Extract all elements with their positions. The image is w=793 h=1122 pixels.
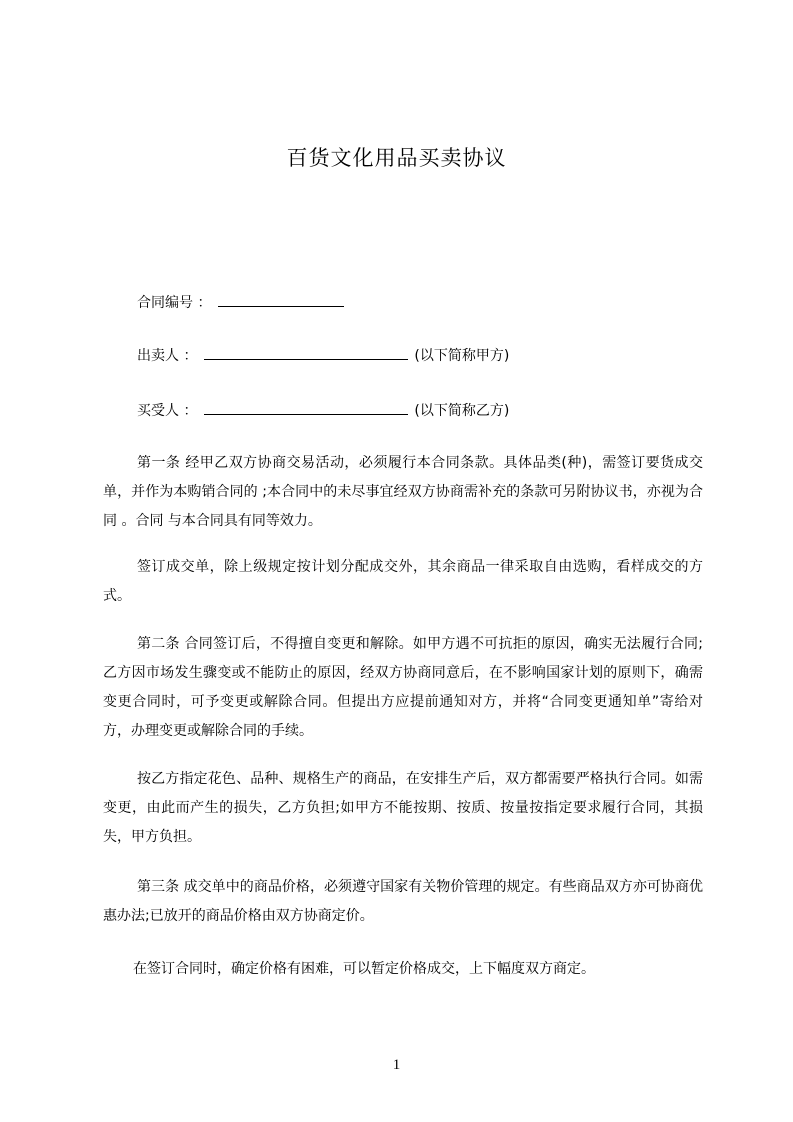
buyer-blank[interactable] [204, 399, 408, 415]
paragraph-specified-goods: 按乙方指定花色、品种、规格生产的商品，在安排生产后，双方都需要严格执行合同。如需变更，由此而产生的损失，乙方负担;如甲方不能按期、按质、按量按指定要求履行合同，其损失，甲方负担。 [103, 771, 703, 845]
paragraph-provisional-price: 在签订合同时，确定价格有困难，可以暂定价格成交，上下幅度双方商定。 [133, 961, 595, 977]
buyer-label: 买受人 ： [137, 403, 198, 419]
paragraph-order-method: 签订成交单，除上级规定按计划分配成交外，其余商品一律采取自由选购，看样成交的方式。 [103, 559, 703, 604]
contract-number-field [137, 291, 346, 313]
page-number: 1 [392, 1057, 401, 1073]
seller-label: 出卖人 ： [137, 348, 198, 364]
seller-field [137, 344, 509, 366]
paragraph-article-1: 第一条 经甲乙双方协商交易活动，必须履行本合同条款。具体品类(种)，需签订要货成交单，并作为本购销合同的 ;本合同中的未尽事宜经双方协商需补充的条款可另附协议书，亦视为合同 。合同 与本合同具有同等效力。 [103, 455, 703, 529]
seller-blank[interactable] [204, 344, 408, 360]
seller-suffix: (以下简称甲方) [414, 348, 510, 364]
document-title: 百货文化用品买卖协议 [286, 146, 507, 170]
contract-number-label: 合同编号 ： [137, 295, 212, 311]
contract-number-blank[interactable] [218, 291, 344, 307]
paragraph-article-3: 第三条 成交单中的商品价格，必须遵守国家有关物价管理的规定。有些商品双方亦可协商优惠办法;已放开的商品价格由双方协商定价。 [103, 879, 703, 924]
paragraph-article-2: 第二条 合同签订后，不得擅自变更和解除。如甲方遇不可抗拒的原因，确实无法履行合同;乙方因市场发生骤变或不能防止的原因，经双方协商同意后，在不影响国家计划的原则下，确需变更合同时，可予变更或解除合同。但提出方应提前通知对方，并将“合同变更通知单”寄给对方，办理变更或解除合同的手续。 [103, 636, 703, 739]
buyer-suffix: (以下简称乙方) [414, 403, 510, 419]
buyer-field [137, 399, 509, 421]
